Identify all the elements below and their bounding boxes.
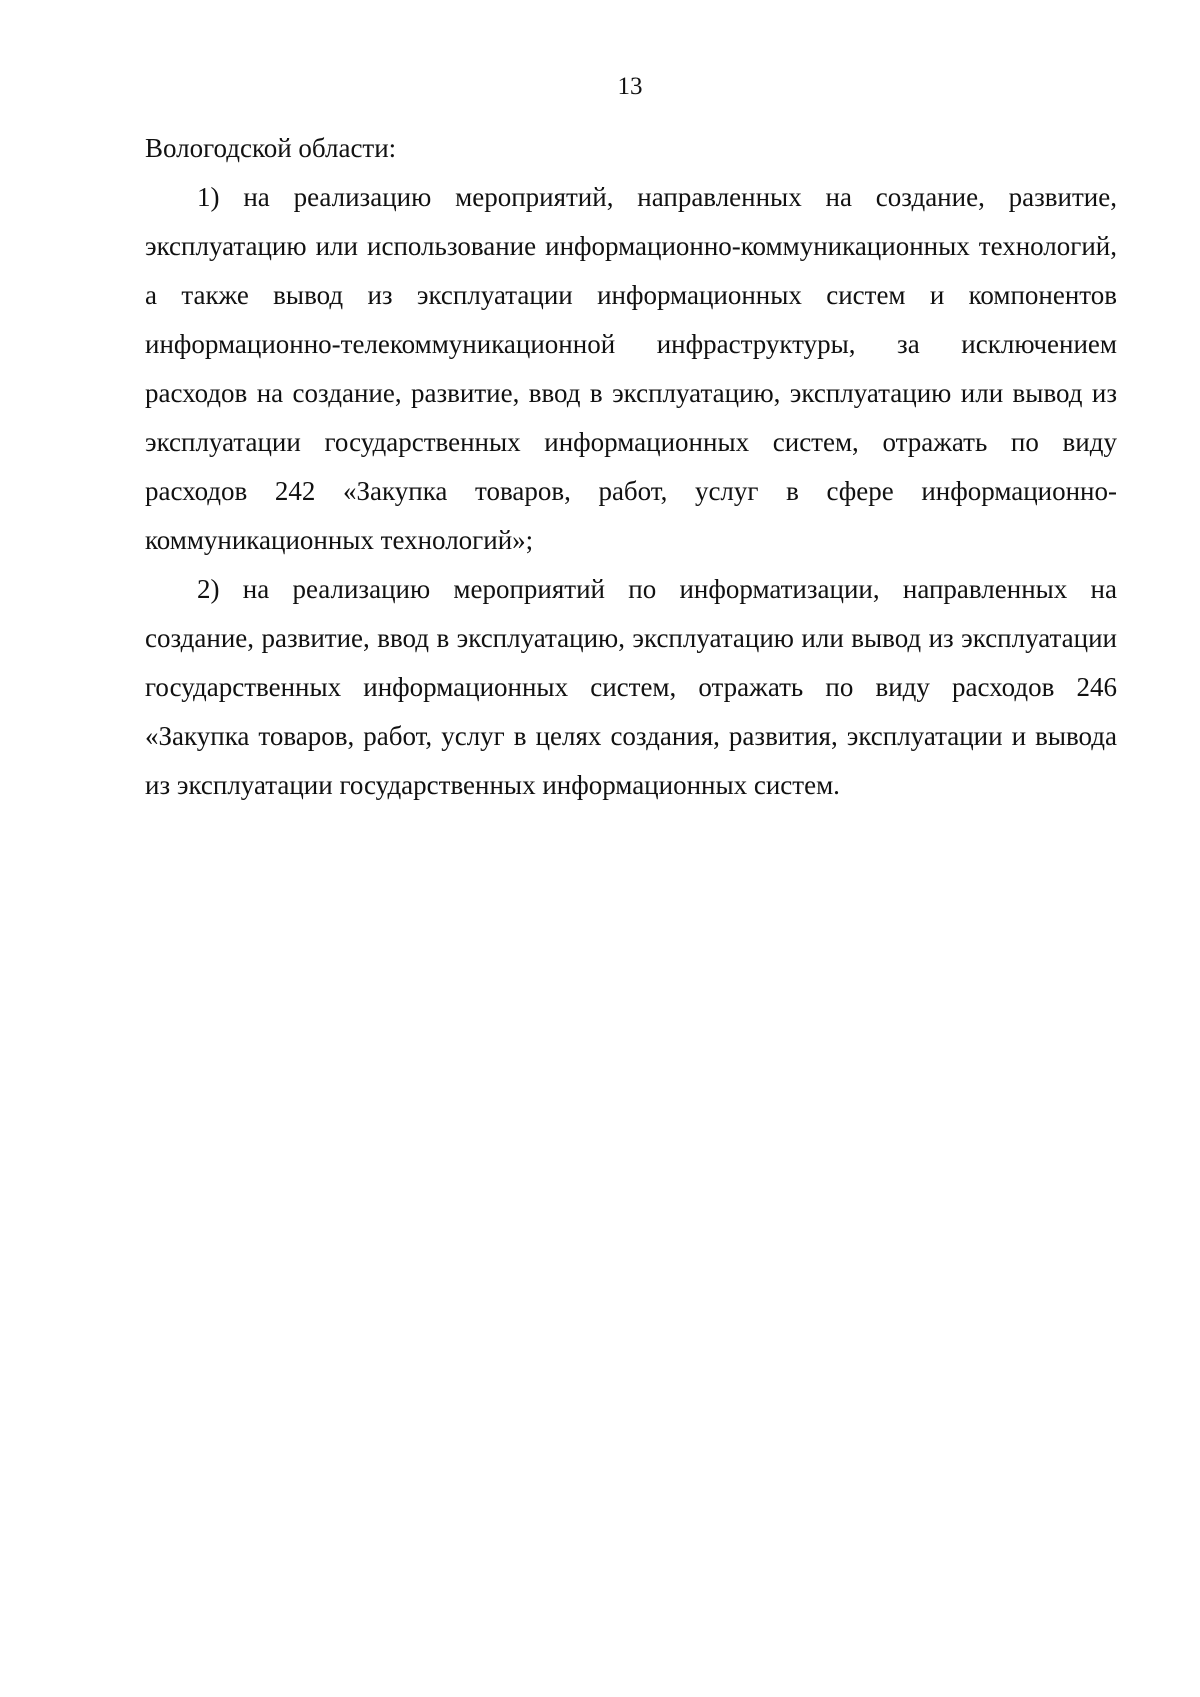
- paragraph-item-2: 2) на реализацию мероприятий по информатизации, направленных на создание, развитие, ввод в эксплуатацию, эксплуатацию или вывод из эксплуатации государственных информационных систем, отражать по виду расходов 246 «Закупка товаров, работ, услуг в целях создания, развития, эксплуатации и вывода из эксплуатации государственных информационных систем.: [145, 574, 1117, 800]
- document-body: [145, 124, 1117, 810]
- paragraph-continuation: Вологодской области:: [145, 133, 397, 163]
- page-number: 13: [617, 73, 643, 100]
- paragraph-item-1: 1) на реализацию мероприятий, направленных на создание, развитие, эксплуатацию или использование информационно-коммуникационных технологий, а также вывод из эксплуатации информационных систем и компонентов информационно-телекоммуникационной инфраструктуры, за исключением расходов на создание, развитие, ввод в эксплуатацию, эксплуатацию или вывод из эксплуатации государственных информационных систем, отражать по виду расходов 242 «Закупка товаров, работ, услуг в сфере информационно-коммуникационных технологий»;: [145, 182, 1117, 555]
